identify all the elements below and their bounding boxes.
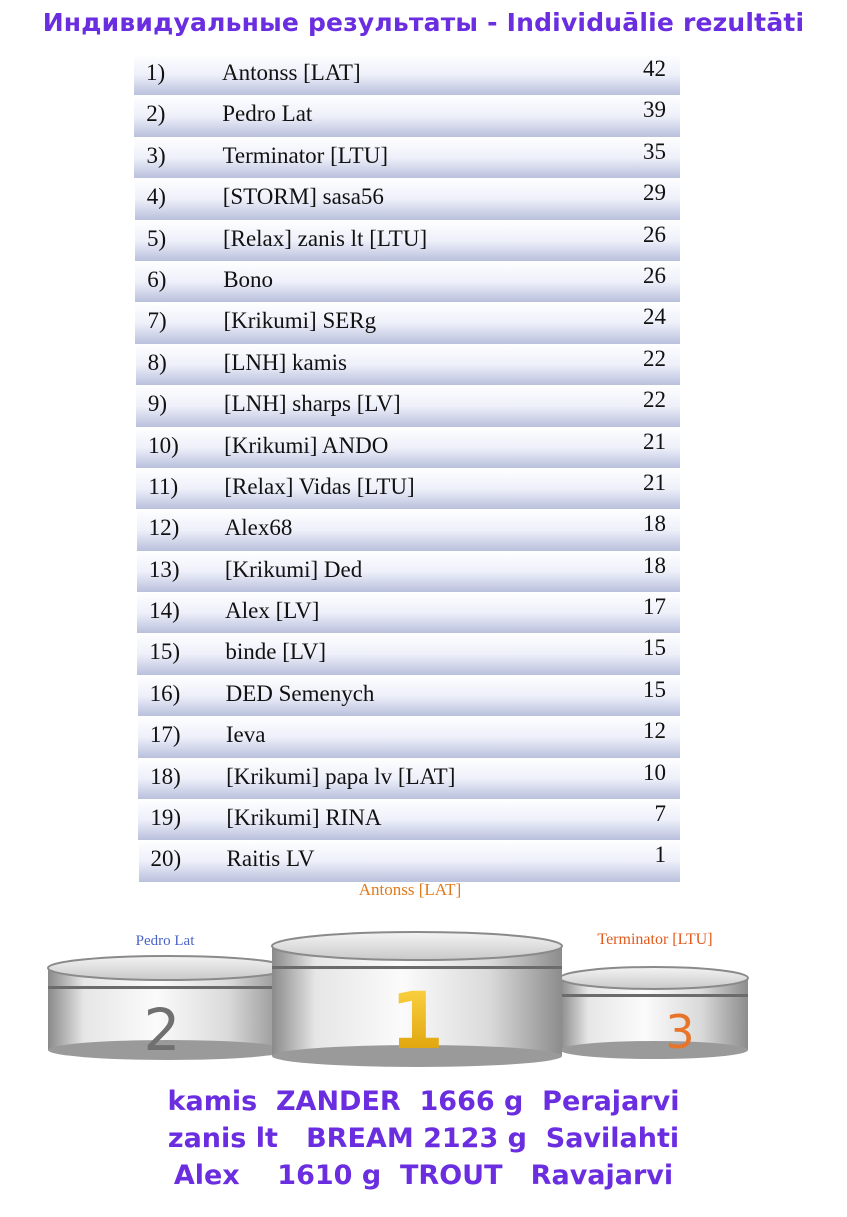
score: 17 — [643, 594, 666, 620]
score: 15 — [643, 676, 666, 702]
rank: 1) — [146, 60, 166, 85]
table-row — [136, 344, 680, 385]
score: 24 — [643, 304, 666, 330]
rank: 14) — [149, 598, 180, 624]
player-name: [Krikumi] ANDO — [224, 432, 389, 458]
rank: 17) — [149, 722, 181, 748]
table-row — [139, 840, 680, 881]
results-table — [134, 54, 680, 882]
score: 39 — [643, 97, 666, 123]
score: 22 — [643, 387, 666, 413]
score: 7 — [654, 801, 666, 827]
player-name: Antonss [LAT] — [222, 60, 361, 85]
player-name: [STORM] sasa56 — [222, 184, 384, 210]
podium-third-name: Terminator [LTU] — [597, 931, 713, 948]
table-row — [137, 633, 680, 674]
score: 26 — [643, 221, 666, 247]
second-place-step — [48, 956, 288, 1064]
rank: 20) — [150, 846, 182, 872]
table-row — [134, 137, 680, 178]
rank: 4) — [146, 184, 166, 210]
player-name: Terminator [LTU] — [222, 142, 388, 168]
score: 18 — [643, 511, 666, 537]
player-name: [LNH] kamis — [223, 349, 347, 375]
score: 21 — [643, 469, 666, 495]
table-row — [138, 799, 680, 840]
table-row — [138, 675, 680, 716]
third-place-numeral: 3 — [665, 1005, 695, 1059]
second-place-numeral: 2 — [143, 996, 181, 1064]
player-name: Alex68 — [224, 515, 293, 541]
score: 12 — [643, 718, 666, 744]
rank: 12) — [148, 515, 180, 541]
first-place-step — [272, 932, 562, 1067]
table-row — [136, 385, 680, 426]
podium-graphic — [40, 920, 760, 1080]
player-name: Alex [LV] — [225, 598, 320, 624]
rank: 11) — [148, 473, 179, 499]
player-name: [Relax] zanis lt [LTU] — [222, 225, 428, 251]
rank: 7) — [147, 308, 167, 334]
table-row — [136, 427, 680, 468]
table-row — [138, 716, 680, 757]
podium-first-name: Antonss [LAT] — [358, 880, 462, 899]
catch-line: zanis lt BREAM 2123 g Savilahti — [167, 1123, 680, 1154]
table-row — [137, 592, 680, 633]
rank: 6) — [147, 266, 167, 292]
player-name: [Krikumi] Ded — [224, 556, 363, 582]
rank: 19) — [150, 805, 181, 831]
table-row — [136, 468, 680, 509]
score: 21 — [643, 428, 666, 454]
catch-line: Alex 1610 g TROUT Ravajarvi — [173, 1160, 674, 1191]
rank: 8) — [147, 349, 167, 375]
score: 18 — [643, 552, 666, 578]
catch-records — [0, 1083, 847, 1194]
rank: 13) — [148, 556, 180, 582]
rank: 5) — [146, 225, 167, 251]
rank: 10) — [148, 432, 179, 458]
rank: 9) — [147, 391, 168, 417]
player-name: [LNH] sharps [LV] — [223, 391, 401, 417]
rank: 3) — [146, 142, 166, 168]
score: 1 — [654, 842, 666, 868]
table-row — [137, 551, 680, 592]
player-name: Ieva — [225, 722, 266, 748]
table-row — [137, 509, 680, 550]
score: 22 — [643, 345, 666, 371]
table-row — [135, 220, 680, 261]
table-row — [134, 54, 680, 95]
player-name: Pedro Lat — [222, 101, 313, 127]
player-name: [Relax] Vidas [LTU] — [224, 473, 415, 499]
table-row — [135, 302, 680, 343]
score: 26 — [643, 262, 666, 288]
page-title: Индивидуальные результаты - Individuālie rezultāti — [42, 8, 805, 37]
rank: 16) — [149, 680, 181, 706]
player-name: [Krikumi] SERg — [223, 308, 377, 334]
table-row — [135, 261, 680, 302]
rank: 2) — [146, 101, 166, 127]
table-row — [134, 95, 680, 136]
catch-line: kamis ZANDER 1666 g Perajarvi — [167, 1086, 680, 1117]
player-name: [Krikumi] RINA — [226, 805, 382, 831]
rank: 18) — [150, 763, 181, 789]
third-place-step — [560, 967, 748, 1059]
player-name: Bono — [223, 266, 274, 292]
podium-second-name: Pedro Lat — [135, 933, 195, 949]
table-row — [138, 758, 680, 799]
score: 42 — [643, 56, 666, 81]
table-row — [135, 178, 680, 219]
first-place-numeral: 1 — [389, 977, 445, 1067]
score: 10 — [643, 759, 666, 785]
rank: 15) — [149, 639, 181, 665]
player-name: [Krikumi] papa lv [LAT] — [226, 763, 456, 789]
score: 35 — [643, 138, 666, 164]
player-name: Raitis LV — [226, 846, 315, 872]
score: 15 — [643, 635, 666, 661]
player-name: binde [LV] — [225, 639, 327, 665]
score: 29 — [643, 180, 666, 206]
player-name: DED Semenych — [225, 680, 375, 706]
